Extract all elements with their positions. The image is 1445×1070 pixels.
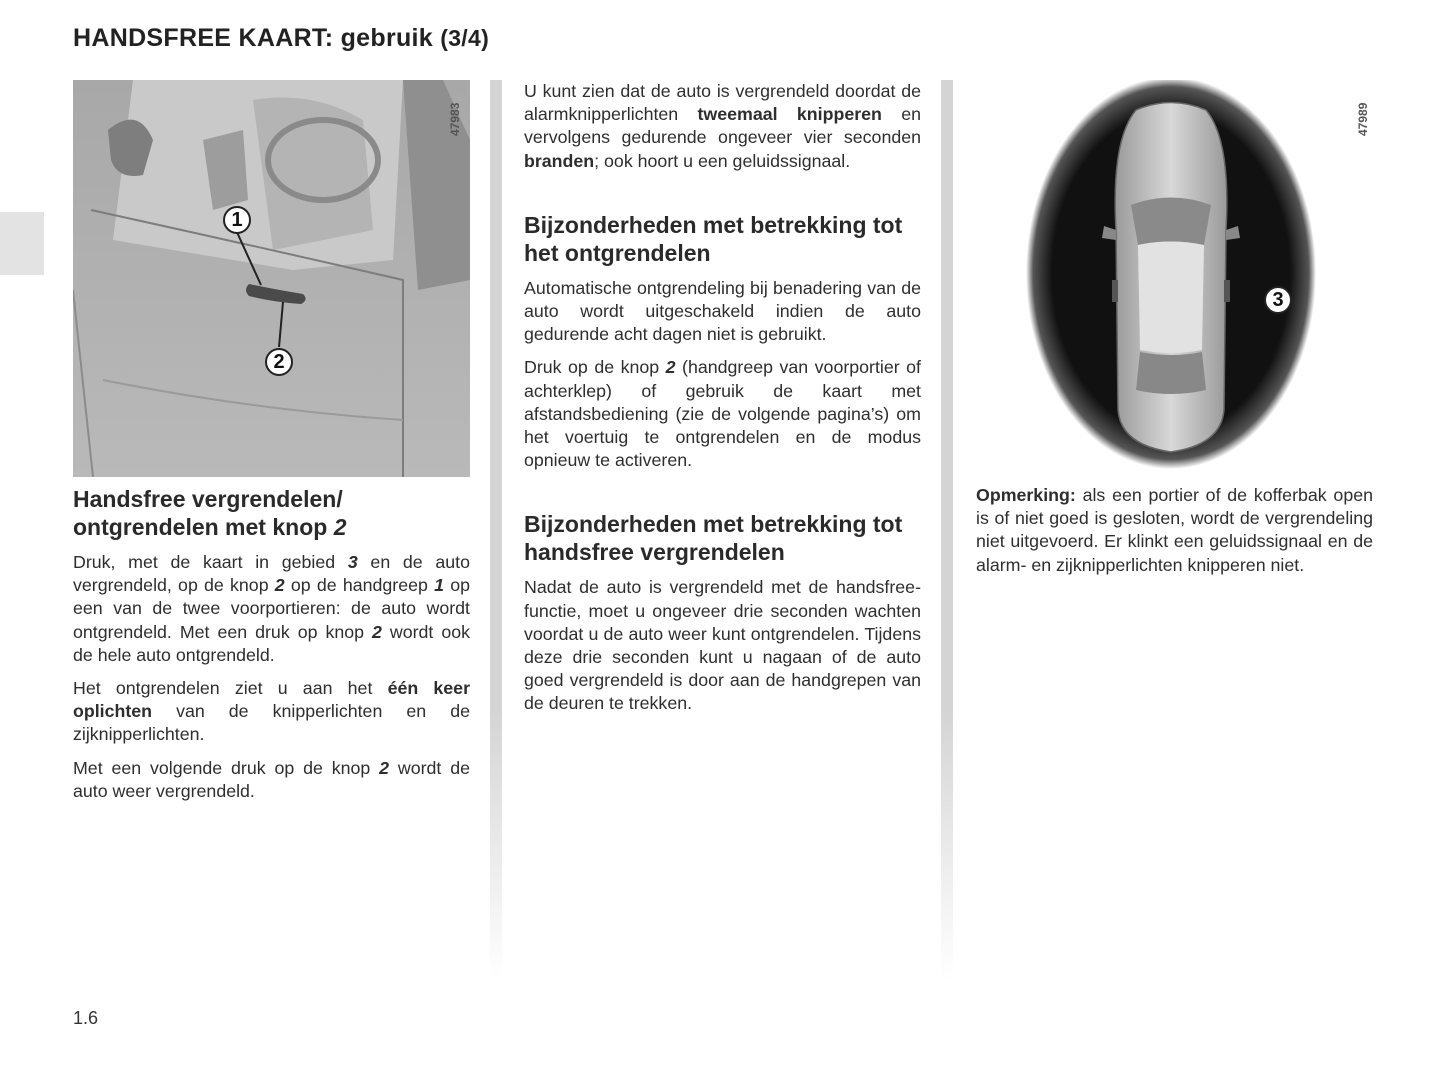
column-2 xyxy=(524,80,921,726)
callout-3: 3 xyxy=(1264,286,1292,314)
figure-number: 47983 xyxy=(448,102,462,136)
paragraph: Automatische ontgrendeling bij benadering van de auto wordt uitgeschakeld indien de auto gedurende acht dagen niet is gebruikt. xyxy=(524,277,921,345)
page-title xyxy=(73,24,489,53)
paragraph: Druk, met de kaart in gebied 3 en de auto vergrendeld, op de knop 2 op de handgreep 1 op een van de twee voorportieren: de auto wordt ontgrendeld. Met een druk op knop 2 wordt ook de hele auto ontgrendeld. xyxy=(73,552,471,665)
section-heading-unlocking: Bijzonderheden met betrekking tot het ontgrendelen xyxy=(524,211,903,266)
column-3 xyxy=(976,80,1373,587)
page-number: 1.6 xyxy=(73,1008,99,1028)
callout-2: 2 xyxy=(265,348,293,376)
title-part-indicator: (3/4) xyxy=(440,25,490,51)
column-1 xyxy=(73,80,470,813)
paragraph: Nadat de auto is vergrendeld met de handsfree-functie, moet u ongeveer drie seconden wachten voordat u de auto weer kunt ontgrendelen. Tijdens deze drie seconden kunt u nagaan of de auto goed vergrendeld is door aan de handgrepen van de deuren te trekken. xyxy=(524,577,921,714)
paragraph: Met een volgende druk op de knop 2 wordt de auto weer vergrendeld. xyxy=(73,757,470,801)
column-divider xyxy=(941,80,953,980)
section-heading-locking: Bijzonderheden met betrekking tot handsfree vergrendelen xyxy=(524,511,903,566)
paragraph: Het ontgrendelen ziet u aan het één keer oplichten van de knipperlichten en de zijknipperlichten. xyxy=(73,678,470,745)
note-paragraph: Opmerking: als een portier of de kofferbak open is of niet goed is gesloten, wordt de vergrendeling niet uitgevoerd. Er klinkt een geluidssignaal en de alarm- en zijknipperlichten knipperen niet. xyxy=(976,485,1373,575)
detection-zone-illustration xyxy=(976,80,1373,477)
paragraph: Druk op de knop 2 (handgreep van voorportier of achterklep) of gebruik de kaart met afstandsbediening (zie de volgende pagina’s) om het voertuig te ontgrendelen en de modus opnieuw te activeren. xyxy=(524,357,921,471)
door-handle-illustration xyxy=(73,80,470,477)
paragraph: U kunt zien dat de auto is vergrendeld doordat de alarmknipperlichten tweemaal knipperen en vervolgens gedurende ongeveer vier seconden branden; ook hoort u een geluidssignaal. xyxy=(524,81,921,171)
column-divider xyxy=(490,80,502,980)
section-heading-handsfree: Handsfree vergrendelen/ ontgrendelen met knop 2 xyxy=(73,486,347,540)
callout-1: 1 xyxy=(223,206,251,234)
title-main: HANDSFREE KAART: gebruik xyxy=(73,24,433,52)
car-door-drawing xyxy=(73,80,470,477)
figure-number: 47989 xyxy=(1356,102,1370,136)
chapter-tab xyxy=(0,212,44,275)
car-topview-drawing xyxy=(976,80,1373,477)
